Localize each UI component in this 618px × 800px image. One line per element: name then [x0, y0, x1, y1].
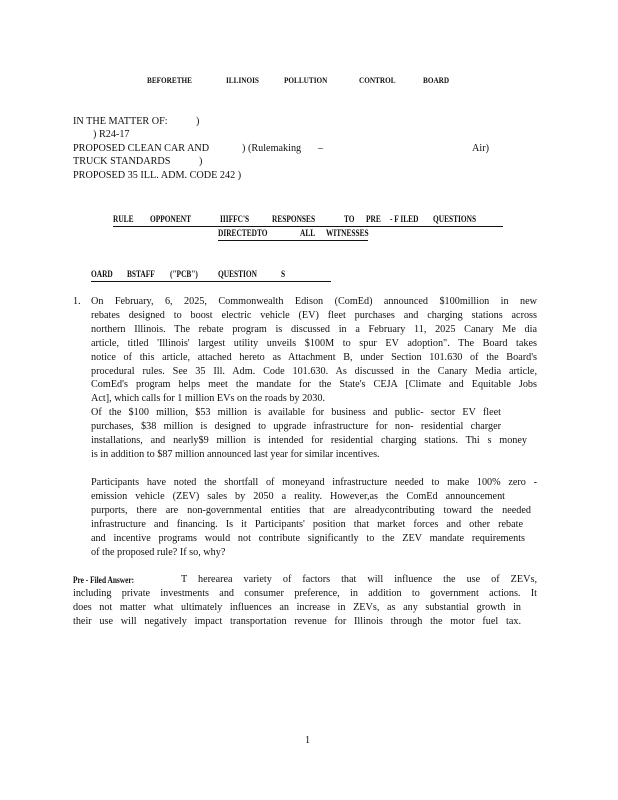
caption-proposed-2: PROPOSED 35 ILL. ADM. CODE 242 )	[73, 170, 242, 181]
question-line: notice of this article, attached hereto as Attachment B, under Section 101.630 of the Board's	[91, 351, 537, 363]
question-line: purchases, $38 million is designed to upgrade infrastructure for non- residential charger	[91, 420, 501, 432]
caption-rulemaking: ) (Rulemaking	[242, 143, 302, 154]
question-line: On February, 6, 2025, Commonwealth Edison (ComEd) announced $100million in new	[91, 296, 537, 307]
heading-word: DIRECTEDTO	[218, 228, 268, 238]
heading-word: TO	[344, 214, 355, 224]
answer-line: including private investments and consumer preference, in addition to government actions. It	[73, 587, 537, 599]
answer-paragraph	[73, 573, 537, 629]
question-line: Participants have noted the shortfall of moneyand infrastructure needed to make 100% zero -	[91, 477, 537, 488]
caption-truck: TRUCK STANDARDS	[73, 156, 171, 167]
question-line: procedural rules. See 35 Ill. Adm. Code 101.630. As discussed in the Canary Media article,	[91, 365, 537, 377]
title-word: BEFORETHE	[147, 75, 192, 85]
caption-proposed-1: PROPOSED CLEAN CAR AND	[73, 143, 210, 154]
answer-line: T herearea variety of factors that will influence the use of ZEVs,	[181, 574, 537, 585]
title-word: POLLUTION	[284, 75, 328, 85]
caption-paren: )	[196, 116, 200, 127]
page-number: 1	[305, 735, 311, 746]
caption-matter: IN THE MATTER OF:	[73, 116, 168, 127]
caption-air: Air)	[472, 143, 489, 154]
heading-underline	[91, 281, 331, 282]
heading-word: BSTAFF	[127, 269, 155, 279]
caption-paren-2: )	[199, 156, 203, 167]
question-line: rebates designed to boost electric vehicle (EV) fleet purchases and charging stations across	[91, 309, 537, 321]
heading-word: OPPONENT	[150, 214, 192, 224]
heading-word: ("PCB")	[170, 269, 198, 279]
question-line: Of the $100 million, $53 million is available for business and public- sector EV fleet	[91, 407, 501, 418]
title-word: CONTROL	[359, 75, 396, 85]
caption-docket: ) R24-17	[93, 129, 130, 140]
title-word: ILLINOIS	[226, 75, 259, 85]
heading-word: WITNESSES	[326, 228, 369, 238]
heading-word: QUESTIONS	[433, 214, 477, 224]
question-paragraph-2	[91, 406, 527, 462]
question-line: purports, there are non-governmental entities that are alreadycontributing toward the needed	[91, 504, 531, 516]
heading-word: QUESTION	[218, 269, 257, 279]
heading-word: RESPONSES	[272, 214, 316, 224]
title-word: BOARD	[423, 75, 450, 85]
heading-word: IIIFFC'S	[220, 214, 250, 224]
heading-word: - F ILED	[390, 214, 419, 224]
heading-word: RULE	[113, 214, 134, 224]
question-line: emission vehicle (ZEV) sales by 2050 a reality. However,as the ComEd announcement	[91, 490, 505, 502]
question-line: article, titled 'Illinois' largest utility unveils $100M to spur EV adoption". The Board takes	[91, 337, 537, 349]
question-paragraph-1	[91, 295, 537, 406]
heading-underline	[218, 240, 368, 241]
heading-word: PRE	[366, 214, 381, 224]
question-paragraph-3	[91, 476, 537, 559]
answer-line: does not matter what ultimately influences an increase in ZEVs, as any substantial growth in	[73, 601, 521, 613]
heading-underline	[113, 226, 503, 227]
answer-label: Pre - Filed Answer:	[73, 575, 135, 585]
heading-word: OARD	[91, 269, 113, 279]
question-number: 1.	[73, 296, 81, 307]
question-line: of the proposed rule? If so, why?	[91, 546, 226, 558]
question-line: northern Illinois. The rebate program is discussed in a February 11, 2025 Canary Me dia	[91, 323, 537, 335]
question-line: Act], which calls for 1 million EVs on the roads by 2030.	[91, 393, 325, 405]
heading-word: ALL	[300, 228, 316, 238]
question-line: infrastructure and financing. Is it Participants' position that market forces and other rebate	[91, 518, 523, 530]
question-line: and incentive programs would not contribute significantly to the ZEV mandate requirements	[91, 532, 525, 544]
caption-dash: –	[318, 143, 324, 154]
question-line: is in addition to $87 million announced last year for similar incentives.	[91, 448, 380, 460]
answer-line: their use will negatively impact transportation revenue for Illinois through the motor fuel tax.	[73, 615, 521, 627]
question-line: installations, and nearly$9 million is intended for residential charging stations. Thi s money	[91, 434, 527, 446]
heading-word: S	[281, 269, 286, 279]
question-line: ComEd's program helps meet the mandate for the State's CEJA [Climate and Equitable Jobs	[91, 379, 537, 391]
